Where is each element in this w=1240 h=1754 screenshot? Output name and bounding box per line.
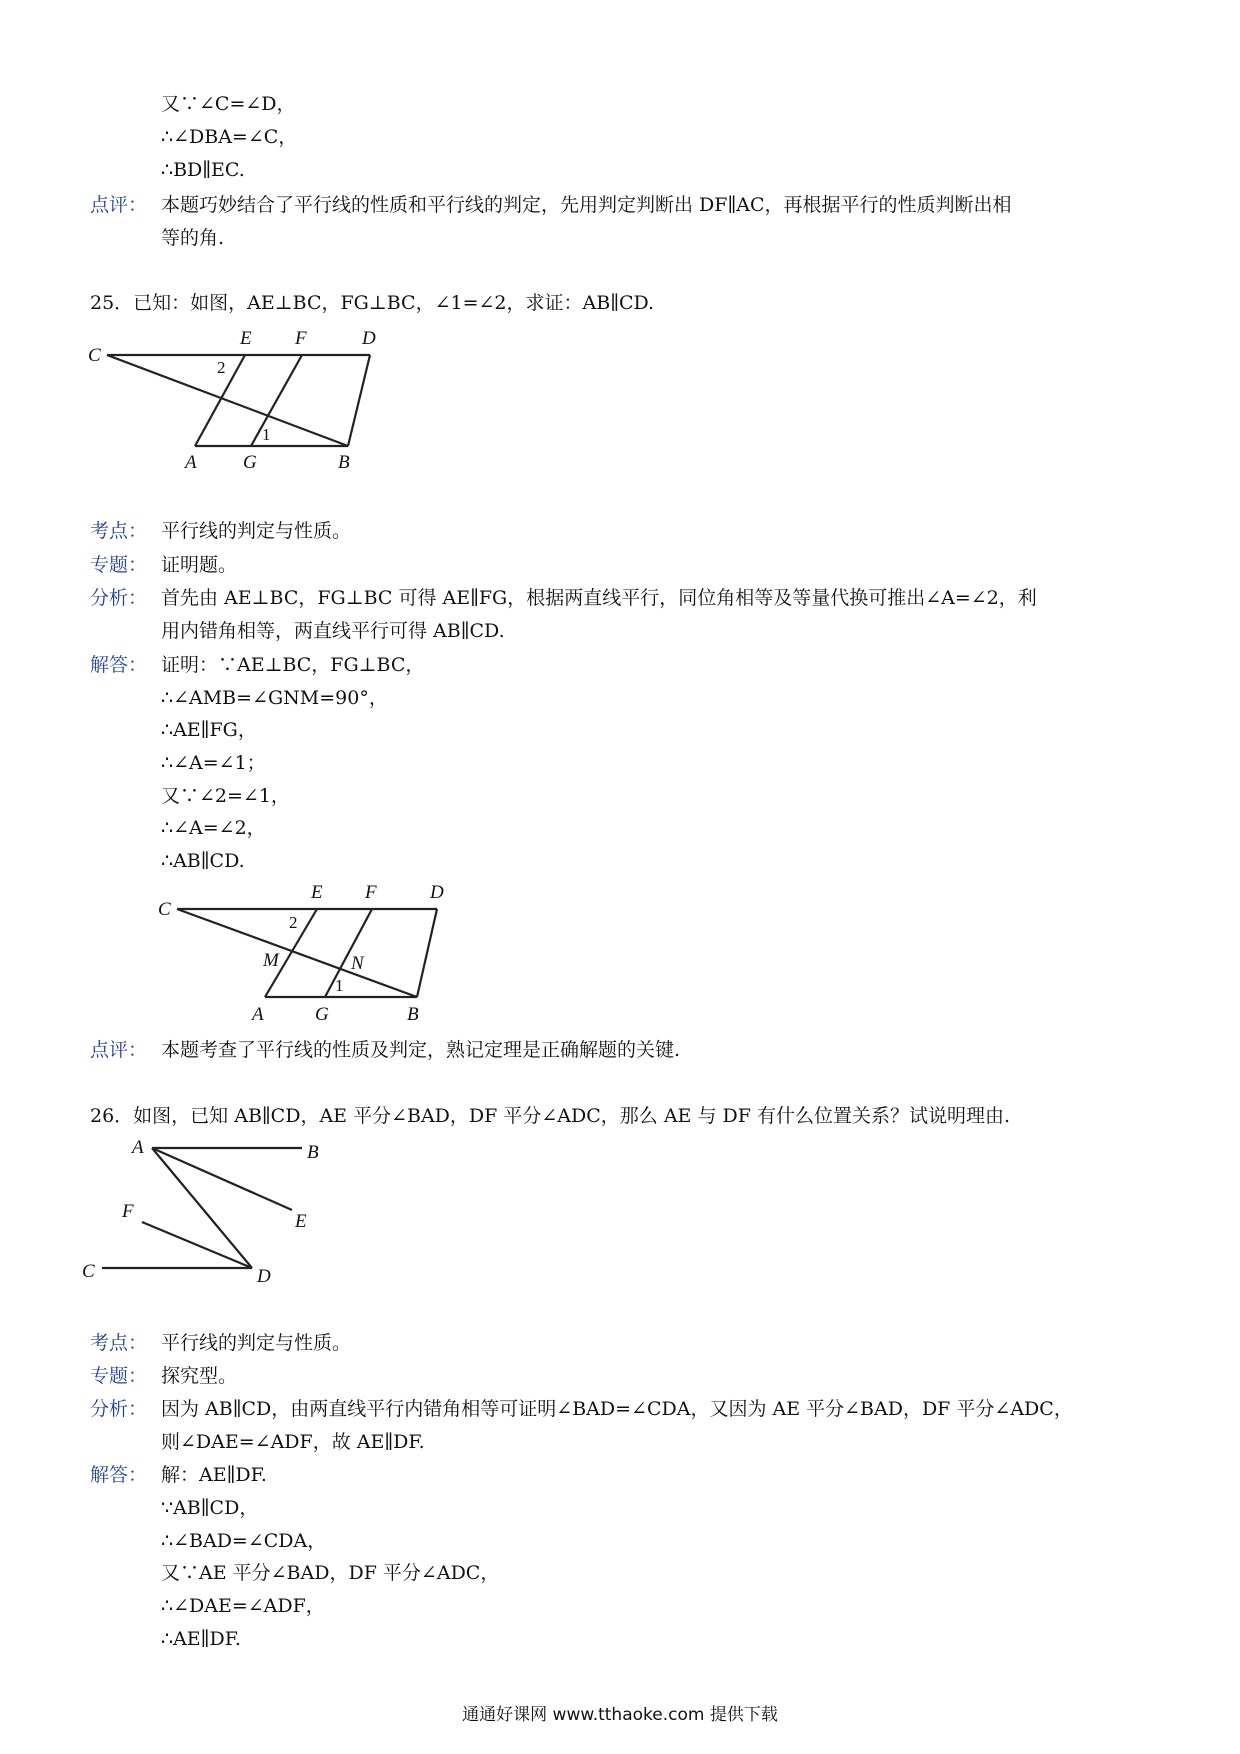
jieda-line: ∴∠DAE=∠ADF， xyxy=(161,1595,325,1617)
label-B: B xyxy=(407,1004,419,1025)
fenxi-label: 分析： xyxy=(90,587,148,609)
label-A: A xyxy=(132,1137,144,1158)
kaodian-label: 考点： xyxy=(90,1332,148,1354)
jieda-line: 又∵AE 平分∠BAD，DF 平分∠ADC， xyxy=(161,1562,500,1584)
label-C: C xyxy=(88,345,101,366)
dianping-text: 本题考查了平行线的性质及判定，熟记定理是正确解题的关键. xyxy=(161,1039,681,1061)
figure-26 xyxy=(80,1130,360,1300)
label-1: 1 xyxy=(335,976,344,995)
label-1: 1 xyxy=(262,425,271,444)
jieda-line: ∴∠A=∠2， xyxy=(161,817,266,839)
dianping-label: 点评： xyxy=(90,1039,148,1061)
label-B: B xyxy=(338,452,350,473)
kaodian-label: 考点： xyxy=(90,520,148,542)
label-F: F xyxy=(122,1201,134,1222)
zhuanti-text: 证明题。 xyxy=(161,554,238,576)
label-B: B xyxy=(307,1142,319,1163)
figure-25-b xyxy=(155,878,455,1028)
kaodian-text: 平行线的判定与性质。 xyxy=(161,1332,352,1354)
label-2: 2 xyxy=(217,358,226,377)
label-C: C xyxy=(82,1261,95,1282)
kaodian-text: 平行线的判定与性质。 xyxy=(161,520,352,542)
zhuanti-text: 探究型。 xyxy=(161,1365,238,1387)
label-E: E xyxy=(240,328,252,349)
proof-line: ∴BD∥EC. xyxy=(161,159,245,181)
label-2: 2 xyxy=(289,913,298,932)
comment-text: 本题巧妙结合了平行线的性质和平行线的判定，先用判定判断出 DF∥AC，再根据平行的性质判断出相 xyxy=(161,194,1012,216)
jieda-line: ∴∠BAD=∠CDA， xyxy=(161,1530,327,1552)
jieda-line: ∴∠A=∠1； xyxy=(161,752,266,774)
jieda-line: 证明：∵AE⊥BC，FG⊥BC， xyxy=(161,654,425,676)
jieda-line: ∴AE∥DF. xyxy=(161,1628,241,1650)
label-E: E xyxy=(311,882,323,903)
label-F: F xyxy=(365,882,377,903)
jieda-line: ∴AB∥CD. xyxy=(161,850,245,872)
jieda-label: 解答： xyxy=(90,654,148,676)
label-C: C xyxy=(158,899,171,920)
jieda-line: ∴AE∥FG， xyxy=(161,719,257,741)
jieda-line: 又∵∠2=∠1， xyxy=(161,785,290,807)
label-M: M xyxy=(263,950,279,971)
question-26: 26．如图，已知 AB∥CD，AE 平分∠BAD，DF 平分∠ADC，那么 AE 与 DF 有什么位置关系？试说明理由. xyxy=(90,1105,1010,1127)
jieda-line: ∵AB∥CD， xyxy=(161,1497,259,1519)
zhuanti-label: 专题： xyxy=(90,554,148,576)
label-G: G xyxy=(315,1004,329,1025)
fenxi-label: 分析： xyxy=(90,1398,148,1420)
jieda-line: ∴∠AMB=∠GNM=90°， xyxy=(161,687,388,709)
label-E: E xyxy=(295,1211,307,1232)
page-footer: 通通好课网 www.tthaoke.com 提供下载 xyxy=(462,1705,778,1725)
label-G: G xyxy=(243,452,257,473)
jieda-line: 解：AE∥DF. xyxy=(161,1464,267,1486)
fenxi-text: 首先由 AE⊥BC，FG⊥BC 可得 AE∥FG，根据两直线平行，同位角相等及等量代换可推出∠A=∠2，利 xyxy=(161,587,1037,609)
label-A: A xyxy=(252,1004,264,1025)
comment-text: 等的角. xyxy=(161,227,225,249)
question-25: 25．已知：如图，AE⊥BC，FG⊥BC，∠1=∠2，求证：AB∥CD. xyxy=(90,292,655,314)
comment-label: 点评： xyxy=(90,194,148,216)
figure-25-a xyxy=(85,328,405,473)
label-N: N xyxy=(351,953,364,974)
label-D: D xyxy=(362,328,376,349)
fenxi-text: 用内错角相等，两直线平行可得 AB∥CD. xyxy=(161,620,505,642)
fenxi-text: 因为 AB∥CD，由两直线平行内错角相等可证明∠BAD=∠CDA，又因为 AE 平分∠BAD，DF 平分∠ADC， xyxy=(161,1398,1073,1420)
jieda-label: 解答： xyxy=(90,1464,148,1486)
proof-line: 又∵∠C=∠D， xyxy=(161,93,296,115)
label-D: D xyxy=(430,882,444,903)
fenxi-text: 则∠DAE=∠ADF，故 AE∥DF. xyxy=(161,1431,425,1453)
label-D: D xyxy=(257,1266,271,1287)
label-A: A xyxy=(185,452,197,473)
proof-line: ∴∠DBA=∠C， xyxy=(161,126,298,148)
label-F: F xyxy=(295,328,307,349)
zhuanti-label: 专题： xyxy=(90,1365,148,1387)
